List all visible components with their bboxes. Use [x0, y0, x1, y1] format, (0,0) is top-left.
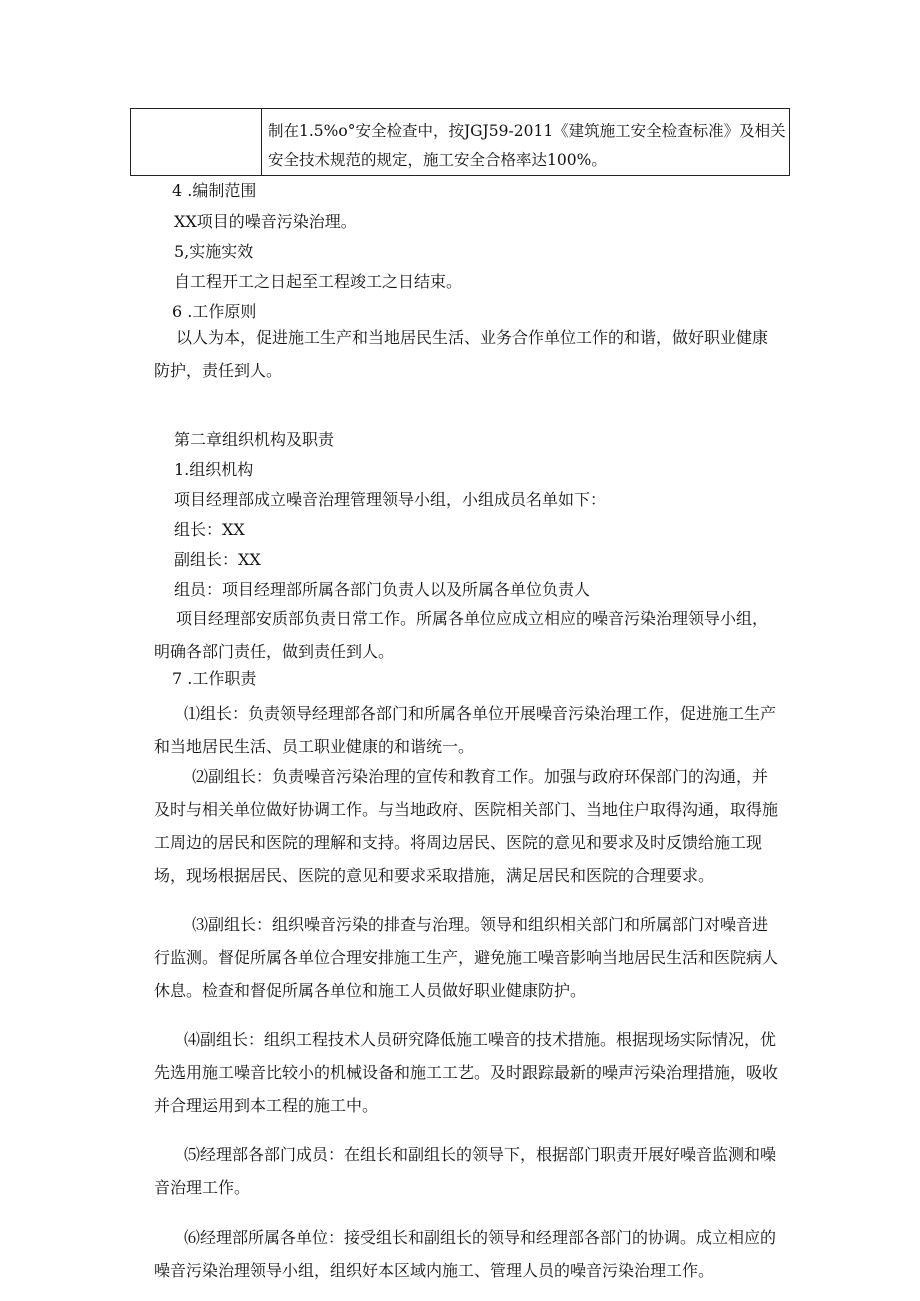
table-cell-text: 制在1.5%o°安全检查中，按JGJ59-2011《建筑施工安全检查标准》及相关安全技术规范的规定，施工安全合格率达100%。: [262, 109, 790, 176]
paragraph-duty-3: ⑶副组长：组织噪音污染的排查与治理。领导和组织相关部门和所属部门对噪音进行监测。督促所属各单位合理安排施工生产，避免施工噪音影响当地居民生活和医院病人休息。检查和督促所属各单位和施工人员做好职业健康防护。: [154, 915, 779, 1000]
chapter-title: 第二章组织机构及职责: [174, 430, 335, 449]
paragraph-duty-5: ⑸经理部各部门成员：在组长和副组长的领导下，根据部门职责开展好噪音监测和噪音治理工作。: [154, 1145, 777, 1197]
table-cell-empty: [131, 109, 262, 176]
paragraph-leader: 组长：XX: [174, 520, 245, 539]
paragraph-members: 组员：项目经理部所属各部门负责人以及所属各单位负责人: [174, 580, 591, 599]
paragraph-duty-2: ⑵副组长：负责噪音污染治理的宣传和教育工作。加强与政府环保部门的沟通，并及时与相关单位做好协调工作。与当地政府、医院相关部门、当地住户取得沟通，取得施工周边的居民和医院的理解和支持。将周边居民、医院的意见和要求及时反馈给施工现场，现场根据居民、医院的意见和要求采取措施，满足居民和医院的合理要求。: [154, 767, 779, 885]
paragraph-deputy: 副组长：XX: [174, 550, 261, 569]
paragraph-scope: XX项目的噪音污染治理。: [174, 212, 357, 231]
section-heading-scope: 4 .编制范围: [172, 181, 257, 200]
paragraph-duty-4: ⑷副组长：组织工程技术人员研究降低施工噪音的技术措施。根据现场实际情况，优先选用施工噪音比较小的机械设备和施工工艺。及时跟踪最新的噪声污染治理措施，吸收并合理运用到本工程的施工中。: [154, 1030, 779, 1115]
continuation-table: [130, 108, 790, 176]
paragraph-duty-1: ⑴组长：负责领导经理部各部门和所属各单位开展噪音污染治理工作，促进施工生产和当地居民生活、员工职业健康的和谐统一。: [154, 704, 777, 756]
paragraph-org-intro: 项目经理部成立噪音治理管理领导小组，小组成员名单如下：: [174, 490, 607, 509]
paragraph-daily-work: 项目经理部安质部负责日常工作。所属各单位应成立相应的噪音污染治理领导小组，明确各部门责任，做到责任到人。: [154, 609, 769, 661]
section-heading-duties: 7 .工作职责: [172, 669, 257, 688]
section-heading-principles: 6 .工作原则: [172, 302, 257, 321]
section-heading-org: 1.组织机构: [174, 460, 254, 479]
paragraph-principles: 以人为本，促进施工生产和当地居民生活、业务合作单位工作的和谐，做好职业健康防护，责任到人。: [154, 328, 769, 380]
paragraph-period: 自工程开工之日起至工程竣工之日结束。: [174, 272, 463, 291]
table-row: [131, 109, 790, 176]
section-heading-period: 5,实施实效: [174, 242, 254, 261]
paragraph-duty-6: ⑹经理部所属各单位：接受组长和副组长的领导和经理部各部门的协调。成立相应的噪音污染治理领导小组，组织好本区域内施工、管理人员的噪音污染治理工作。: [154, 1228, 777, 1280]
